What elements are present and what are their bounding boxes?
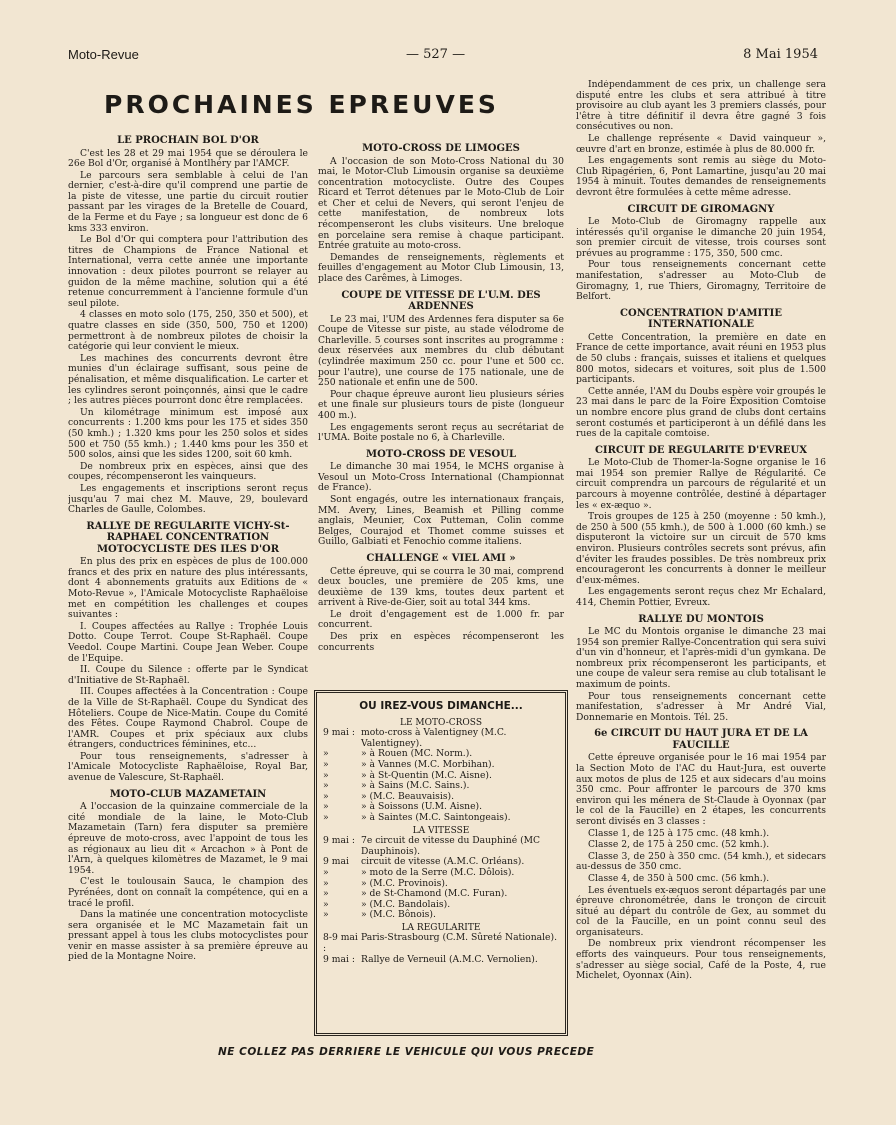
event-text: 7e circuit de vitesse du Dauphiné (MC Dauphinois). <box>361 835 541 857</box>
article-paragraph: Le parcours sera semblable à celui de l'an dernier, c'est-à-dire qu'il comprend une partie de la piste de vitesse, une partie du circuit routier passant par les virages de la Bretelle de Couard, de la Ferme et du Faye ; sa longueur est donc de 6 kms 333 environ. <box>68 169 308 234</box>
article-paragraph: De nombreux prix viendront récompenser les efforts des vainqueurs. Pour tous renseignements, s'adresser au siège social, Café de la Poste, 4, rue Michelet, Oyonnax (Ain). <box>576 938 826 982</box>
event-date: » <box>323 748 329 760</box>
article-heading: 6e CIRCUIT DU HAUT JURA ET DE LA FAUCILLE <box>594 728 808 751</box>
article-heading: MOTO-CLUB MAZAMETAIN <box>109 788 267 800</box>
article-paragraph: En plus des prix en espèces de plus de 100.000 francs et des prix en nature des plus intéressants, dont 4 abonnements gratuits aux Editions de « Moto-Revue », l'Amicale Motocycliste Raphaëloise met en compétition les challenges et coupes suivantes : <box>68 556 308 621</box>
article-paragraph: Pour tous renseignements concernant cette manifestation, s'adresser à Mr André Vial, Donnemarie en Montois. Tél. 25. <box>576 690 826 723</box>
event-text: » à Sains (M.C. Sains.). <box>361 780 470 792</box>
column-middle <box>318 138 564 678</box>
article-paragraph: Cette épreuve, qui se courra le 30 mai, comprend deux boucles, une première de 205 kms, une deuxième de 139 kms, toutes deux partent et arrivent à Rive-de-Gier, soit au total 344 kms. <box>318 565 564 609</box>
article-paragraph: Les engagements seront reçus chez Mr Echalard, 414, Chemin Pottier, Evreux. <box>576 586 826 608</box>
box-section-motocross: LE MOTO-CROSS <box>400 717 482 728</box>
article-paragraph: Classe 1, de 125 à 175 cmc. (48 kmh.). <box>588 827 770 839</box>
article-paragraph: Indépendamment de ces prix, un challenge sera disputé entre les clubs et sera attribué à titre provisoire au club ayant les 3 premiers classés, pour l'être à titre définitif il devra être gagné 3 fois consécutives ou non. <box>576 80 826 133</box>
event-date: » <box>323 769 329 781</box>
event-date: » <box>323 888 329 900</box>
event-date: » <box>323 758 329 770</box>
event-text: Rallye de Verneuil (A.M.C. Vernolien). <box>361 953 538 965</box>
article-paragraph: De nombreux prix en espèces, ainsi que des coupes, récompenseront les vainqueurs. <box>68 460 308 483</box>
article-paragraph: Classe 3, de 250 à 350 cmc. (54 kmh.), et sidecars au-dessus de 350 cmc. <box>576 850 826 873</box>
article-paragraph: Les éventuels ex-æquos seront départagés par une épreuve chronométrée, dans le tronçon de circuit situé au départ du contrôle de Gex, au sommet du col de la Faucille, en un point connu seul des organisateurs. <box>576 884 826 938</box>
article-paragraph: Demandes de renseignements, règlements et feuilles d'engagement au Motor Club Limousin, 13, place des Carêmes, à Limoges. <box>318 251 564 285</box>
issue-date: 8 Mai 1954 <box>743 47 818 62</box>
column-left <box>68 130 308 990</box>
events-box <box>314 690 568 1036</box>
article-paragraph: Le MC du Montois organise le dimanche 23 mai 1954 son premier Rallye-Concentration qui sera suivi d'un vin d'honneur, et l'après-midi d'un gymkana. De nombreux prix récompenseront les participants, et une coupe de valeur sera remise au club totalisant le maximum de points. <box>576 626 826 690</box>
article-paragraph: Le Moto-Club de Giromagny rappelle aux intéressés qu'il organise le dimanche 20 juin 1954, son premier circuit de vitesse, trois courses sont prévues au programme : 175, 350, 500 cmc. <box>576 216 826 259</box>
article-paragraph: Le dimanche 30 mai 1954, le MCHS organise à Vesoul un Moto-Cross International (Championnat de France). <box>318 461 564 494</box>
article-paragraph: 4 classes en moto solo (175, 250, 350 et 500), et quatre classes en side (350, 500, 750 et 1200) permettront à de nombreux pilotes de choisir la catégorie qui leur convient le mieux. <box>68 309 308 353</box>
event-text: » à St-Quentin (M.C. Aisne). <box>361 769 492 781</box>
event-date: » <box>323 790 329 802</box>
article-paragraph: Cette épreuve organisée pour le 16 mai 1954 par la Section Moto de l'AC du Haut-Jura, est ouverte aux motos de plus de 125 et aux sidecars d'au moins 350 cmc. Pour affronter le parcours de 370 kms environ qui les ménera de St-Claude à Oyonnax (par le col de la Faucille) en 2 étapes, les concurrents seront divisés en 3 classes : <box>576 752 826 827</box>
article-heading: CHALLENGE « VIEL AMI » <box>366 553 516 564</box>
article-paragraph: Pour chaque épreuve auront lieu plusieurs séries et une finale sur plusieurs tours de piste (longueur 400 m.). <box>318 388 564 421</box>
article-heading: RALLYE DE REGULARITE VICHY-St-RAPHAEL CONCENTRATION MOTOCYCLISTE DES ILES D'OR <box>86 520 290 555</box>
event-row <box>323 728 559 749</box>
event-text: » (M.C. Bônois). <box>361 909 436 921</box>
article-paragraph: Un kilométrage minimum est imposé aux concurrents : 1.200 kms pour les 175 et sides 350 (50 kmh.) ; 1.320 kms pour les 250 solos et sides 500 et 750 (55 kmh.) ; 1.440 kms pour les 350 et 500 solos, ainsi que les sides 1200, soit 60 kmh. <box>68 406 308 461</box>
event-date: 9 mai : <box>323 727 355 739</box>
box-section-vitesse: LA VITESSE <box>412 825 470 836</box>
page-number: — 527 — <box>406 47 466 62</box>
event-date: » <box>323 801 329 813</box>
article-paragraph: III. Coupes affectées à la Concentration : Coupe de la Ville de St-Raphaël. Coupe du Syndicat des Hôteliers. Coupe de Nice-Matin. Coupe du Comité des Fêtes. Coupe Raymond Chabrol. Coupe de l'AMR. Coupes et prix spéciaux aux clubs étrangers, conductrices féminines, etc... <box>68 686 308 751</box>
column-right <box>576 80 826 1005</box>
event-row <box>323 955 559 966</box>
article-paragraph: C'est les 28 et 29 mai 1954 que se déroulera le 26e Bol d'Or, organisé à Montlhéry par l'AMCF. <box>68 147 308 170</box>
event-text: Paris-Strasbourg (C.M. Sûreté Nationale). <box>361 932 557 944</box>
article-paragraph: Le 23 mai, l'UM des Ardennes fera disputer sa 6e Coupe de Vitesse sur piste, au stade vélodrome de Charleville. 5 courses sont inscrites au programme : deux réservées aux membres du club débutant (cylindrée maximum 250 cc. pour l'une et 500 cc. pour l'autre), une course de 175 nationale, une de 250 nationale et enfin une de 500. <box>318 313 564 389</box>
article-heading: COUPE DE VITESSE DE L'U.M. DES ARDENNES <box>341 289 541 313</box>
article-paragraph: Les engagements seront reçus au secrétariat de l'UMA. Boite postale no 6, à Charleville. <box>318 421 564 444</box>
article-paragraph: Le droit d'engagement est de 1.000 fr. par concurrent. <box>318 608 564 631</box>
article-paragraph: C'est le toulousain Sauca, le champion des Pyrénées, dont on connaît la compétence, qui en a tracé le profil. <box>68 876 308 909</box>
event-row <box>323 900 559 911</box>
article-paragraph: Pour tous renseignements concernant cette manifestation, s'adresser au Moto-Club de Giromagny, 1, rue Thiers, Giromagny, Territoire de Belfort. <box>576 259 826 303</box>
article-paragraph: Le Moto-Club de Thomer-la-Sogne organise le 16 mai 1954 son premier Rallye de Régularité. Ce circuit comprendra un parcours de régularité et un parcours à moyenne contrôlée, destiné à départager les « ex-æquo ». <box>576 457 826 511</box>
article-paragraph: Le challenge représente « David vainqueur », œuvre d'art en bronze, estimée à plus de 80.000 fr. <box>576 132 826 155</box>
vitesse-list <box>323 836 559 921</box>
event-row <box>323 910 559 921</box>
event-date: » <box>323 898 329 910</box>
article-heading: LE PROCHAIN BOL D'OR <box>117 135 259 146</box>
event-date: 9 mai <box>323 856 349 868</box>
article-heading: CONCENTRATION D'AMITIE INTERNATIONALE <box>620 307 782 331</box>
running-header <box>68 47 818 65</box>
regularite-list <box>323 933 559 965</box>
event-text: » à Vannes (M.C. Morbihan). <box>361 758 495 770</box>
article-heading: MOTO-CROSS DE LIMOGES <box>362 143 520 154</box>
article-paragraph: Les machines des concurrents devront être munies d'un éclairage suffisant, sous peine de pénalisation, et même disqualification. Le carter et les cylindres seront poinçonnés, ainsi que le cadre ; les autres pièces pourront donc être remplacées. <box>68 352 308 407</box>
event-text: » (M.C. Bandolais). <box>361 898 451 910</box>
page-title: PROCHAINES EPREUVES <box>104 90 499 119</box>
event-date: » <box>323 877 329 889</box>
event-date: » <box>323 780 329 792</box>
article-paragraph: Cette année, l'AM du Doubs espère voir groupés le 23 mai dans le parc de la Foire Exposition Comtoise un nombre encore plus grand de clubs dont certains seront costumés et participeront à un défilé dans les rues de la capitale comtoise. <box>576 385 826 440</box>
article-paragraph: Des prix en espèces récompenseront les concurrents <box>318 631 564 653</box>
event-date: » <box>323 811 329 823</box>
article-paragraph: I. Coupes affectées au Rallye : Trophée Louis Dotto. Coupe Terrot. Coupe St-Raphaël. Coupe Veedol. Coupe Martini. Coupe Jean Weber. Coupe de l'Equipe. <box>68 620 308 664</box>
article-heading: RALLYE DU MONTOIS <box>638 613 764 625</box>
event-text: » de St-Chamond (M.C. Furan). <box>361 888 508 900</box>
event-row <box>323 813 559 824</box>
event-text: » moto de la Serre (M.C. Dôlois). <box>361 866 515 878</box>
event-text: » (M.C. Beauvaisis). <box>361 790 455 802</box>
article-heading: MOTO-CROSS DE VESOUL <box>366 448 516 460</box>
event-text: » à Soissons (U.M. Aisne). <box>361 801 483 813</box>
event-text: moto-cross à Valentigney (M.C. Valentigney). <box>361 727 507 749</box>
article-paragraph: A l'occasion de la quinzaine commerciale de la cité mondiale de la laine, le Moto-Club Mazametain (Tarn) fera disputer sa première épreuve de moto-cross, avec l'appoint de tous les as régionaux au lieu dit « Arcachon » à Pont de l'Arn, à quelques kilomètres de Mazamet, le 9 mai 1954. <box>68 801 308 876</box>
article-paragraph: Dans la matinée une concentration motocycliste sera organisée et le MC Mazametain fait un pressant appel à tous les clubs motocyclistes pour venir en masse assister à sa première épreuve au pied de la Montagne Noire. <box>68 909 308 963</box>
event-date: 9 mai : <box>323 835 355 847</box>
magazine-name: Moto-Revue <box>68 47 139 62</box>
event-row <box>323 760 559 771</box>
event-text: circuit de vitesse (A.M.C. Orléans). <box>361 856 525 868</box>
event-text: » à Saintes (M.C. Saintongeais). <box>361 811 511 823</box>
article-paragraph: Pour tous renseignements, s'adresser à l'Amicale Motocycliste Raphaëloise, Royal Bar, avenue de Valescure, St-Raphaël. <box>68 750 308 784</box>
article-paragraph: Cette Concentration, la première en date en France de cette importance, avait réuni en 1953 plus de 50 clubs : français, suisses et italiens et quelques 800 motos, sidecars et voitures, soit plus de 1.500 participants. <box>576 331 826 386</box>
article-paragraph: Sont engagés, outre les internationaux français, MM. Avery, Lines, Beamish et Pilling comme anglais, Meunier, Cox Putteman, Colin comme Belges, Courajod et Thomet comme suisses et Guillo, Galbiati et Fenochio comme italiens. <box>318 494 564 548</box>
article-paragraph: Les engagements sont remis au siège du Moto-Club Ripagérien, 6, Pont Lamartine, jusqu'au 20 mai 1954 à minuit. Toutes demandes de renseignements devront être formulées à cette même adresse. <box>576 155 826 198</box>
event-text: » à Rouen (MC. Norm.). <box>361 748 473 760</box>
event-row <box>323 933 559 954</box>
motocross-list <box>323 728 559 823</box>
article-paragraph: Les engagements et inscriptions seront reçus jusqu'au 7 mai chez M. Mauve, 29, boulevard Charles de Gaulle, Colombes. <box>68 482 308 516</box>
article-heading: CIRCUIT DE GIROMAGNY <box>627 203 775 215</box>
article-paragraph: A l'occasion de son Moto-Cross National du 30 mai, le Motor-Club Limousin organise sa deuxième concentration motocycliste. Outre des Coupes Ricard et Terrot détenues par le Moto-Club de Loir et Cher et celui de Nevers, qui seront l'enjeu de cette manifestation, de nombreux lots récompenseront les clubs visiteurs. Une breloque en porcelaine sera remise à chaque participant. Entrée gratuite au moto-cross. <box>318 155 564 252</box>
event-row <box>323 836 559 857</box>
article-paragraph: Trois groupes de 125 à 250 (moyenne : 50 kmh.), de 250 à 500 (55 kmh.), de 500 à 1.000 (60 kmh.) se disputeront la victoire sur un circuit de 570 kms environ. Plusieurs contrôles secrets sont prévus, afin d'éviter les fraudes possibles. De très nombreux prix encourageront les concurrents à donner le meilleur d'eux-mêmes. <box>576 511 826 586</box>
article-paragraph: Classe 2, de 175 à 250 cmc. (52 kmh.). <box>588 839 770 851</box>
article-paragraph: Classe 4, de 350 à 500 cmc. (56 kmh.). <box>588 872 770 884</box>
article-paragraph: II. Coupe du Silence : offerte par le Syndicat d'Initiative de St-Raphaël. <box>68 664 308 686</box>
event-date: 9 mai : <box>323 953 355 965</box>
footer-slogan: NE COLLEZ PAS DERRIERE LE VEHICULE QUI VOUS PRECEDE <box>218 1046 595 1058</box>
article-paragraph: Le Bol d'Or qui comptera pour l'attribution des titres de Champions de France National et International, verra cette année une importante innovation : deux pilotes pourront se relayer au guidon de la même machine, solution qui a été retenue concurremment à l'ancienne formule d'un seul pilote. <box>68 234 308 309</box>
box-section-regularite: LA REGULARITE <box>401 922 481 933</box>
event-date: » <box>323 909 329 921</box>
event-date: » <box>323 866 329 878</box>
event-text: » (M.C. Provinois). <box>361 877 448 889</box>
box-title: OU IREZ-VOUS DIMANCHE... <box>359 700 523 712</box>
event-row <box>323 868 559 879</box>
event-date: 8-9 mai : <box>323 932 358 955</box>
article-heading: CIRCUIT DE REGULARITE D'EVREUX <box>594 444 808 456</box>
